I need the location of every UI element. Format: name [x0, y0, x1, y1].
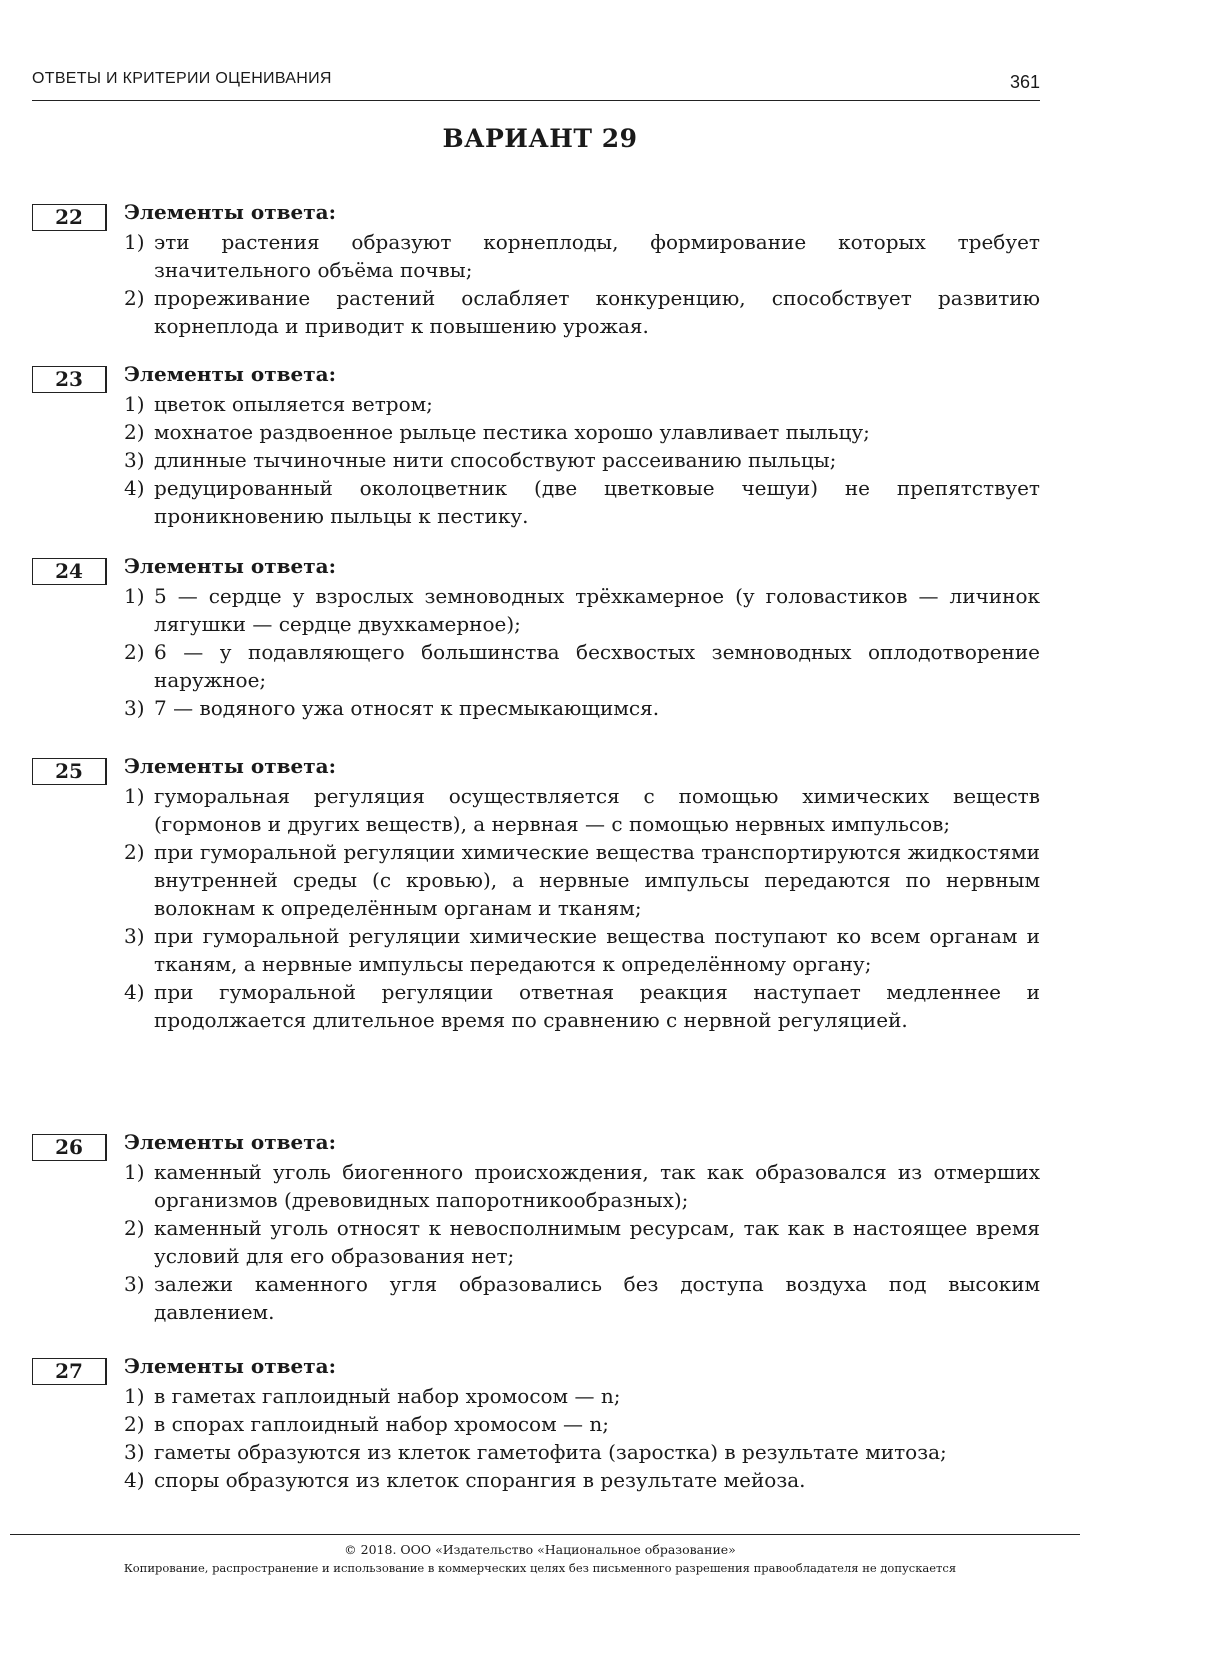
item-number: 1)	[124, 1160, 145, 1184]
item-number: 1)	[124, 1384, 145, 1408]
item-number: 3)	[124, 696, 145, 720]
footer-notice: Копирование, распространение и использование в коммерческих целях без письменного разрешения правообладателя не допускается	[123, 1561, 957, 1575]
item-text: 6 — у подавляющего большинства бесхвостых земноводных оплодотворение наружное;	[154, 640, 1040, 692]
footer-divider	[10, 1534, 1080, 1535]
answer-list	[124, 782, 1040, 1034]
item-text: редуцированный околоцветник (две цветковые чешуи) не препятствует проникновению пыльцы к пестику.	[154, 476, 1040, 528]
item-text: 7 — водяного ужа относят к пресмыкающимся.	[154, 696, 660, 720]
answer-heading: Элементы ответа:	[124, 362, 336, 386]
item-text: гаметы образуются из клеток гаметофита (заростка) в результате митоза;	[154, 1440, 947, 1464]
footer-copyright: © 2018. ООО «Издательство «Национальное образование»	[344, 1542, 736, 1557]
item-number: 1)	[124, 784, 145, 808]
answer-26	[32, 1128, 1040, 1326]
answer-24	[32, 552, 1040, 722]
list-item	[124, 228, 1040, 284]
item-text: 5 — сердце у взрослых земноводных трёхкамерное (у головастиков — личинок лягушки — сердце двухкамерное);	[154, 584, 1040, 636]
item-text: гуморальная регуляция осуществляется с помощью химических веществ (гормонов и других веществ), а нервная — с помощью нервных импульсов;	[154, 784, 1040, 836]
item-text: в спорах гаплоидный набор хромосом — n;	[154, 1412, 609, 1436]
list-item	[124, 1466, 1040, 1494]
list-item	[124, 284, 1040, 340]
item-number: 2)	[124, 1216, 145, 1240]
list-item	[124, 1438, 1040, 1466]
list-item	[124, 978, 1040, 1034]
list-item	[124, 582, 1040, 638]
item-text: при гуморальной регуляции ответная реакция наступает медленнее и продолжается длительное время по сравнению с нервной регуляцией.	[154, 980, 1040, 1032]
list-item	[124, 1270, 1040, 1326]
item-number: 1)	[124, 584, 145, 608]
item-text: эти растения образуют корнеплоды, формирование которых требует значительного объёма почвы;	[154, 230, 1040, 282]
item-number: 2)	[124, 286, 145, 310]
answer-heading: Элементы ответа:	[124, 200, 336, 224]
item-number: 4)	[124, 476, 145, 500]
answer-list	[124, 582, 1040, 722]
item-number: 3)	[124, 924, 145, 948]
item-number: 3)	[124, 1440, 145, 1464]
item-number: 2)	[124, 640, 145, 664]
list-item	[124, 1158, 1040, 1214]
list-item	[124, 446, 1040, 474]
answer-list	[124, 1382, 1040, 1494]
answer-heading: Элементы ответа:	[124, 1354, 336, 1378]
answer-22	[32, 198, 1040, 340]
item-text: при гуморальной регуляции химические вещества транспортируются жидкостями внутренней среды (с кровью), а нервные импульсы передаются по нервным волокнам к определённым органам и тканям;	[154, 840, 1040, 920]
list-item	[124, 782, 1040, 838]
item-number: 2)	[124, 840, 145, 864]
answer-23	[32, 360, 1040, 530]
page-number: 361	[1009, 72, 1040, 92]
running-title: ОТВЕТЫ И КРИТЕРИИ ОЦЕНИВАНИЯ	[32, 70, 332, 87]
answer-heading: Элементы ответа:	[124, 1130, 336, 1154]
item-text: в гаметах гаплоидный набор хромосом — n;	[154, 1384, 621, 1408]
item-number: 3)	[124, 448, 145, 472]
item-text: залежи каменного угля образовались без доступа воздуха под высоким давлением.	[154, 1272, 1040, 1324]
answer-list	[124, 228, 1040, 340]
question-number-box: 26	[32, 1134, 107, 1161]
list-item	[124, 838, 1040, 922]
answer-list	[124, 390, 1040, 530]
item-number: 4)	[124, 1468, 145, 1492]
page-header	[32, 70, 1040, 101]
list-item	[124, 922, 1040, 978]
item-number: 1)	[124, 392, 145, 416]
question-number-box: 25	[32, 758, 107, 785]
item-text: при гуморальной регуляции химические вещества поступают ко всем органам и тканям, а нервные импульсы передаются к определённому органу;	[154, 924, 1040, 976]
question-number-box: 23	[32, 366, 107, 393]
question-number-box: 27	[32, 1358, 107, 1385]
answer-27	[32, 1352, 1040, 1494]
list-item	[124, 694, 1040, 722]
answer-heading: Элементы ответа:	[124, 754, 336, 778]
item-text: цветок опыляется ветром;	[154, 392, 433, 416]
list-item	[124, 418, 1040, 446]
item-number: 3)	[124, 1272, 145, 1296]
list-item	[124, 638, 1040, 694]
item-number: 2)	[124, 1412, 145, 1436]
item-text: споры образуются из клеток спорангия в результате мейоза.	[154, 1468, 806, 1492]
list-item	[124, 390, 1040, 418]
list-item	[124, 1410, 1040, 1438]
list-item	[124, 474, 1040, 530]
item-text: мохнатое раздвоенное рыльце пестика хорошо улавливает пыльцу;	[154, 420, 870, 444]
question-number-box: 22	[32, 204, 107, 231]
answer-list	[124, 1158, 1040, 1326]
item-text: каменный уголь относят к невосполнимым ресурсам, так как в настоящее время условий для его образования нет;	[154, 1216, 1040, 1268]
item-text: прореживание растений ослабляет конкуренцию, способствует развитию корнеплода и приводит к повышению урожая.	[154, 286, 1040, 338]
item-number: 4)	[124, 980, 145, 1004]
list-item	[124, 1214, 1040, 1270]
variant-title: ВАРИАНТ 29	[442, 124, 638, 153]
question-number-box: 24	[32, 558, 107, 585]
list-item	[124, 1382, 1040, 1410]
answer-heading: Элементы ответа:	[124, 554, 336, 578]
item-number: 1)	[124, 230, 145, 254]
item-text: длинные тычиночные нити способствуют рассеиванию пыльцы;	[154, 448, 837, 472]
item-number: 2)	[124, 420, 145, 444]
answer-25	[32, 752, 1040, 1034]
item-text: каменный уголь биогенного происхождения, так как образовался из отмерших организмов (древовидных папоротникообразных);	[154, 1160, 1040, 1212]
